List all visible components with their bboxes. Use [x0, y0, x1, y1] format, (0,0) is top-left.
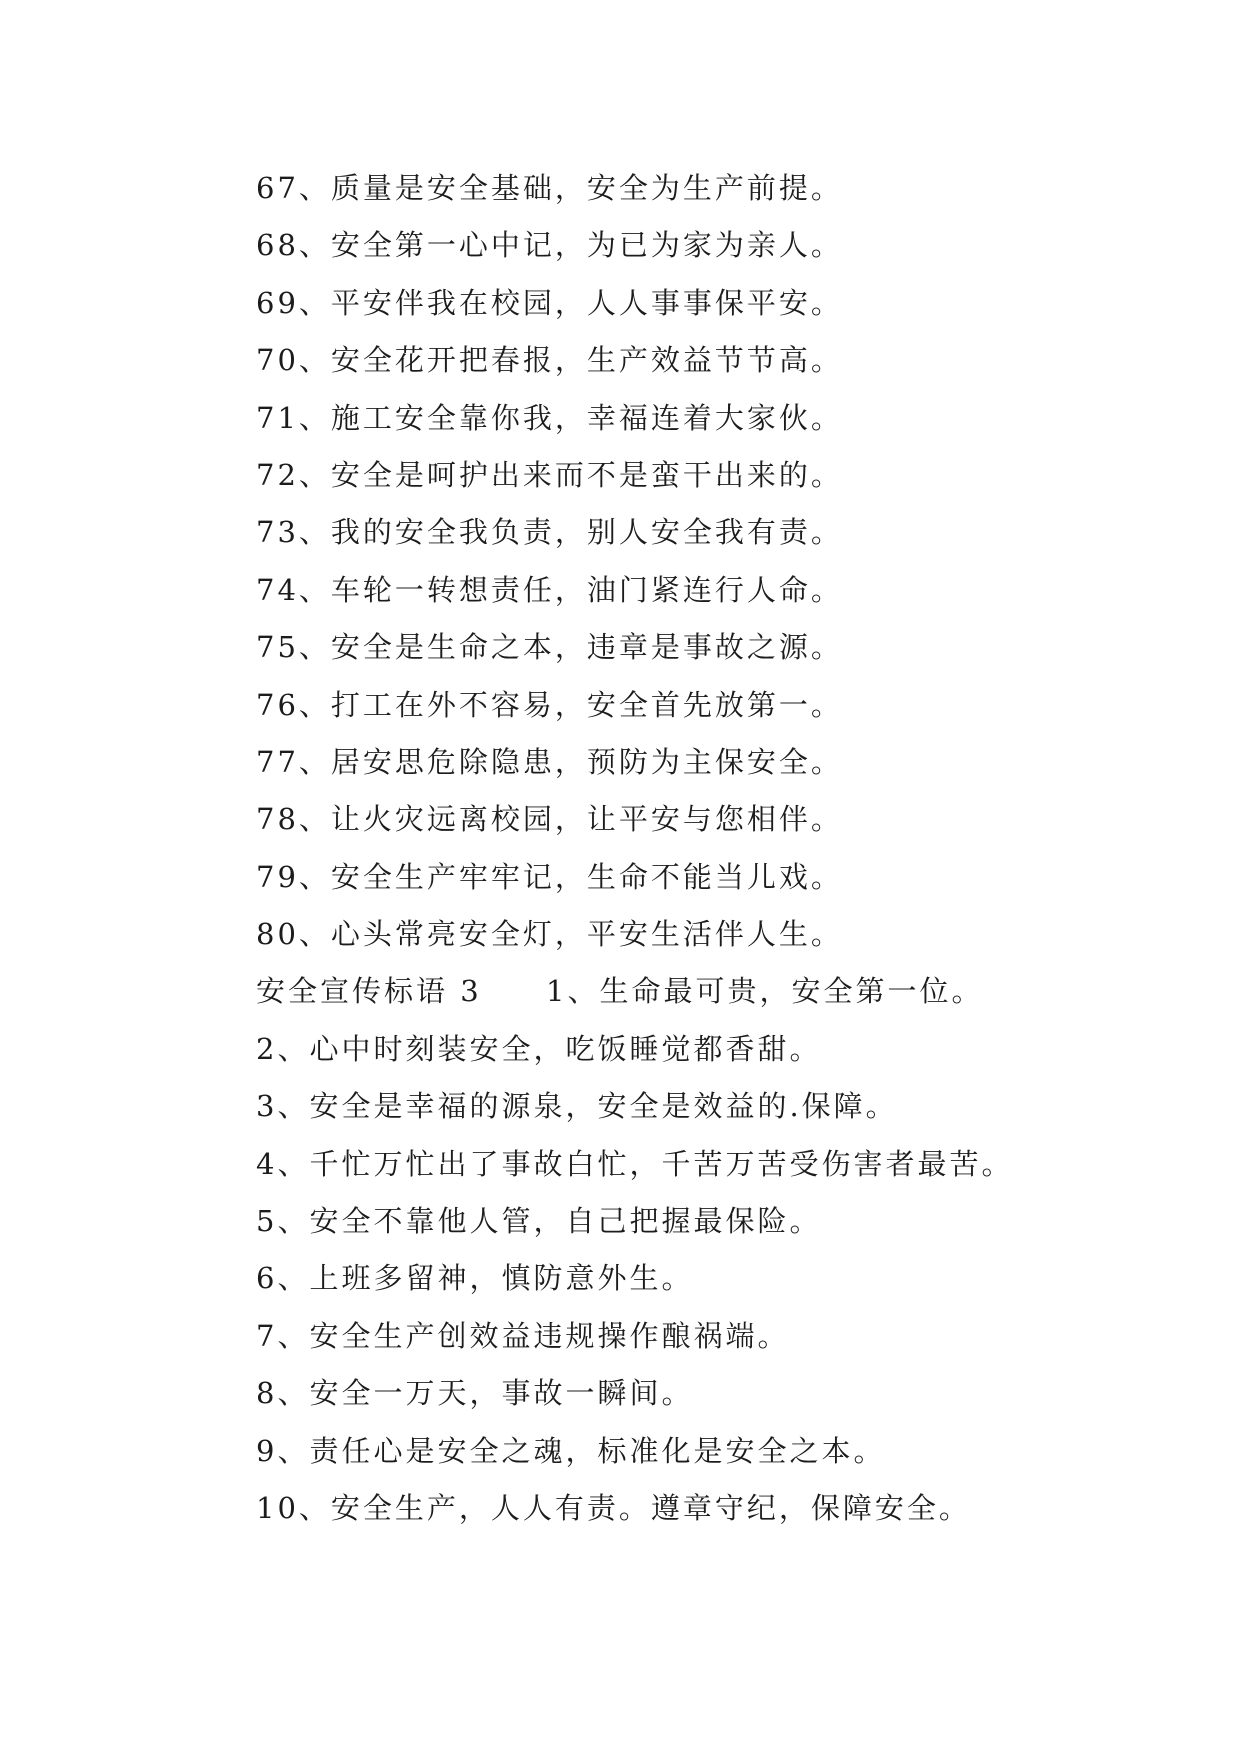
slogan-line: 70、安全花开把春报，生产效益节节高。	[256, 343, 843, 378]
slogan-line: 8、安全一万天，事故一瞬间。	[256, 1376, 694, 1411]
slogan-line: 78、让火灾远离校园，让平安与您相伴。	[256, 802, 843, 837]
slogan-line: 2、心中时刻装安全，吃饭睡觉都香甜。	[256, 1031, 822, 1066]
slogan-line: 72、安全是呵护出来而不是蛮干出来的。	[256, 457, 843, 492]
slogan-line: 79、安全生产牢牢记，生命不能当儿戏。	[256, 859, 843, 894]
slogan-line: 73、我的安全我负责，别人安全我有责。	[256, 515, 843, 550]
section-heading-row	[256, 963, 1156, 1020]
slogan-line: 10、安全生产，人人有责。遵章守纪，保障安全。	[256, 1490, 971, 1525]
slogan-line: 1、生命最可贵，安全第一位。	[546, 974, 984, 1009]
slogan-line: 76、打工在外不容易，安全首先放第一。	[256, 687, 843, 722]
slogan-list	[256, 160, 1156, 1537]
slogan-line: 4、千忙万忙出了事故白忙，千苦万苦受伤害者最苦。	[256, 1146, 1014, 1181]
slogan-line: 3、安全是幸福的源泉，安全是效益的.保障。	[256, 1089, 898, 1124]
slogan-line: 7、安全生产创效益违规操作酿祸端。	[256, 1318, 790, 1353]
slogan-line: 71、施工安全靠你我，幸福连着大家伙。	[256, 400, 843, 435]
slogan-line: 68、安全第一心中记，为已为家为亲人。	[256, 228, 843, 263]
slogan-line: 75、安全是生命之本，违章是事故之源。	[256, 630, 843, 665]
slogan-line: 80、心头常亮安全灯，平安生活伴人生。	[256, 917, 843, 952]
slogan-line: 74、车轮一转想责任，油门紧连行人命。	[256, 572, 843, 607]
slogan-line: 5、安全不靠他人管，自己把握最保险。	[256, 1204, 822, 1239]
slogan-line: 9、责任心是安全之魂，标准化是安全之本。	[256, 1433, 886, 1468]
slogan-line: 6、上班多留神，慎防意外生。	[256, 1261, 694, 1296]
section-heading: 安全宣传标语 3	[256, 974, 482, 1009]
slogan-line: 77、居安思危除隐患，预防为主保安全。	[256, 744, 843, 779]
slogan-line: 69、平安伴我在校园，人人事事保平安。	[256, 285, 843, 320]
slogan-line: 67、质量是安全基础，安全为生产前提。	[256, 171, 843, 205]
